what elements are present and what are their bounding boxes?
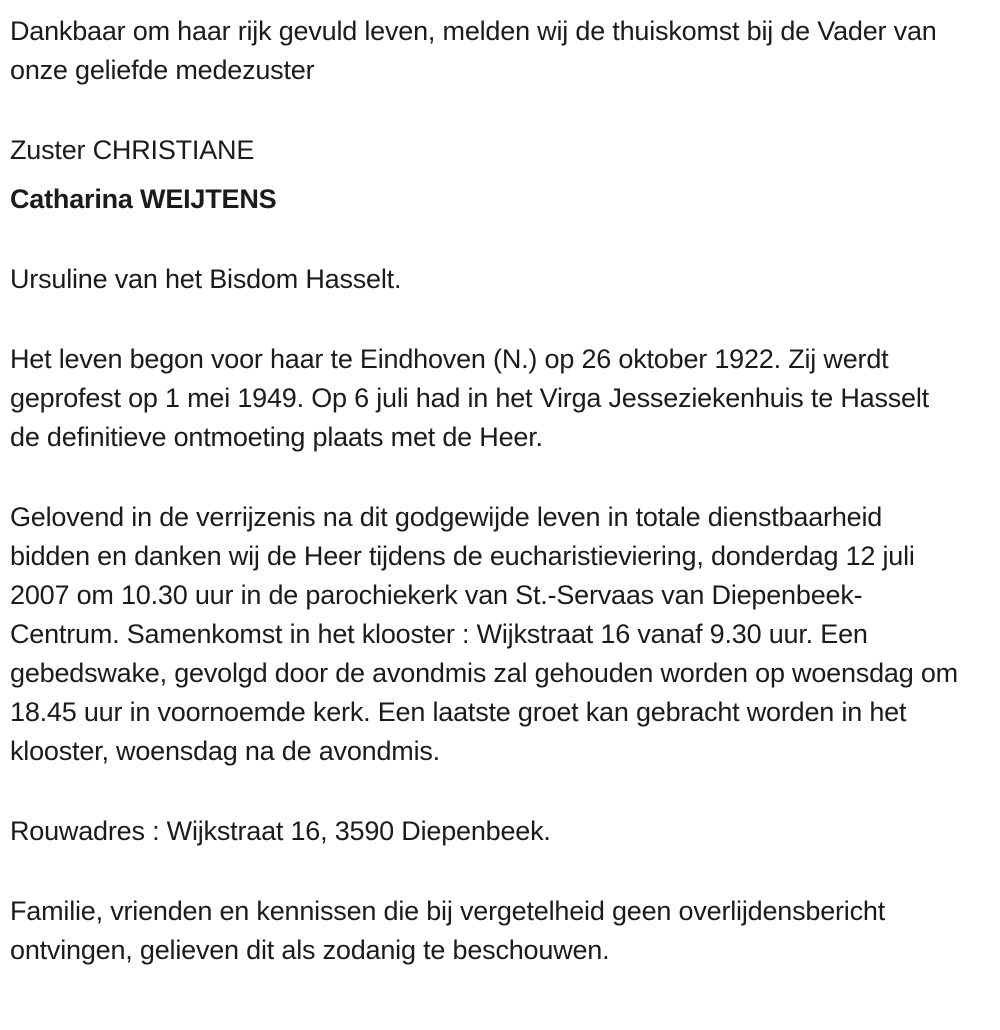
religious-name: Zuster CHRISTIANE: [10, 135, 255, 165]
intro-paragraph: Dankbaar om haar rijk gevuld leven, melden wij de thuiskomst bij de Vader van onze geliefde medezuster: [10, 16, 937, 85]
mourning-address: Rouwadres : Wijkstraat 16, 3590 Diepenbeek.: [10, 816, 551, 846]
life-paragraph: Het leven begon voor haar te Eindhoven (N.) op 26 oktober 1922. Zij werdt geprofest op 1 mei 1949. Op 6 juli had in het Virga Jesseziekenhuis te Hasselt de definitieve ontmoeting plaats met de Heer.: [10, 344, 929, 452]
closing-notice: Familie, vrienden en kennissen die bij vergetelheid geen overlijdensbericht ontvingen, gelieven dit als zodanig te beschouwen.: [10, 896, 886, 965]
birth-name: Catharina WEIJTENS: [10, 184, 277, 214]
order-affiliation: Ursuline van het Bisdom Hasselt.: [10, 264, 402, 294]
funeral-paragraph: Gelovend in de verrijzenis na dit godgewijde leven in totale dienstbaarheid bidden en danken wij de Heer tijdens de eucharistieviering, donderdag 12 juli 2007 om 10.30 uur in de parochiekerk van St.-Servaas van Diepenbeek-Centrum. Samenkomst in het klooster : Wijkstraat 16 vanaf 9.30 uur. Een gebedswake, gevolgd door de avondmis zal gehouden worden op woensdag om 18.45 uur in voornoemde kerk. Een laatste groet kan gebracht worden in het klooster, woensdag na de avondmis.: [10, 502, 958, 766]
